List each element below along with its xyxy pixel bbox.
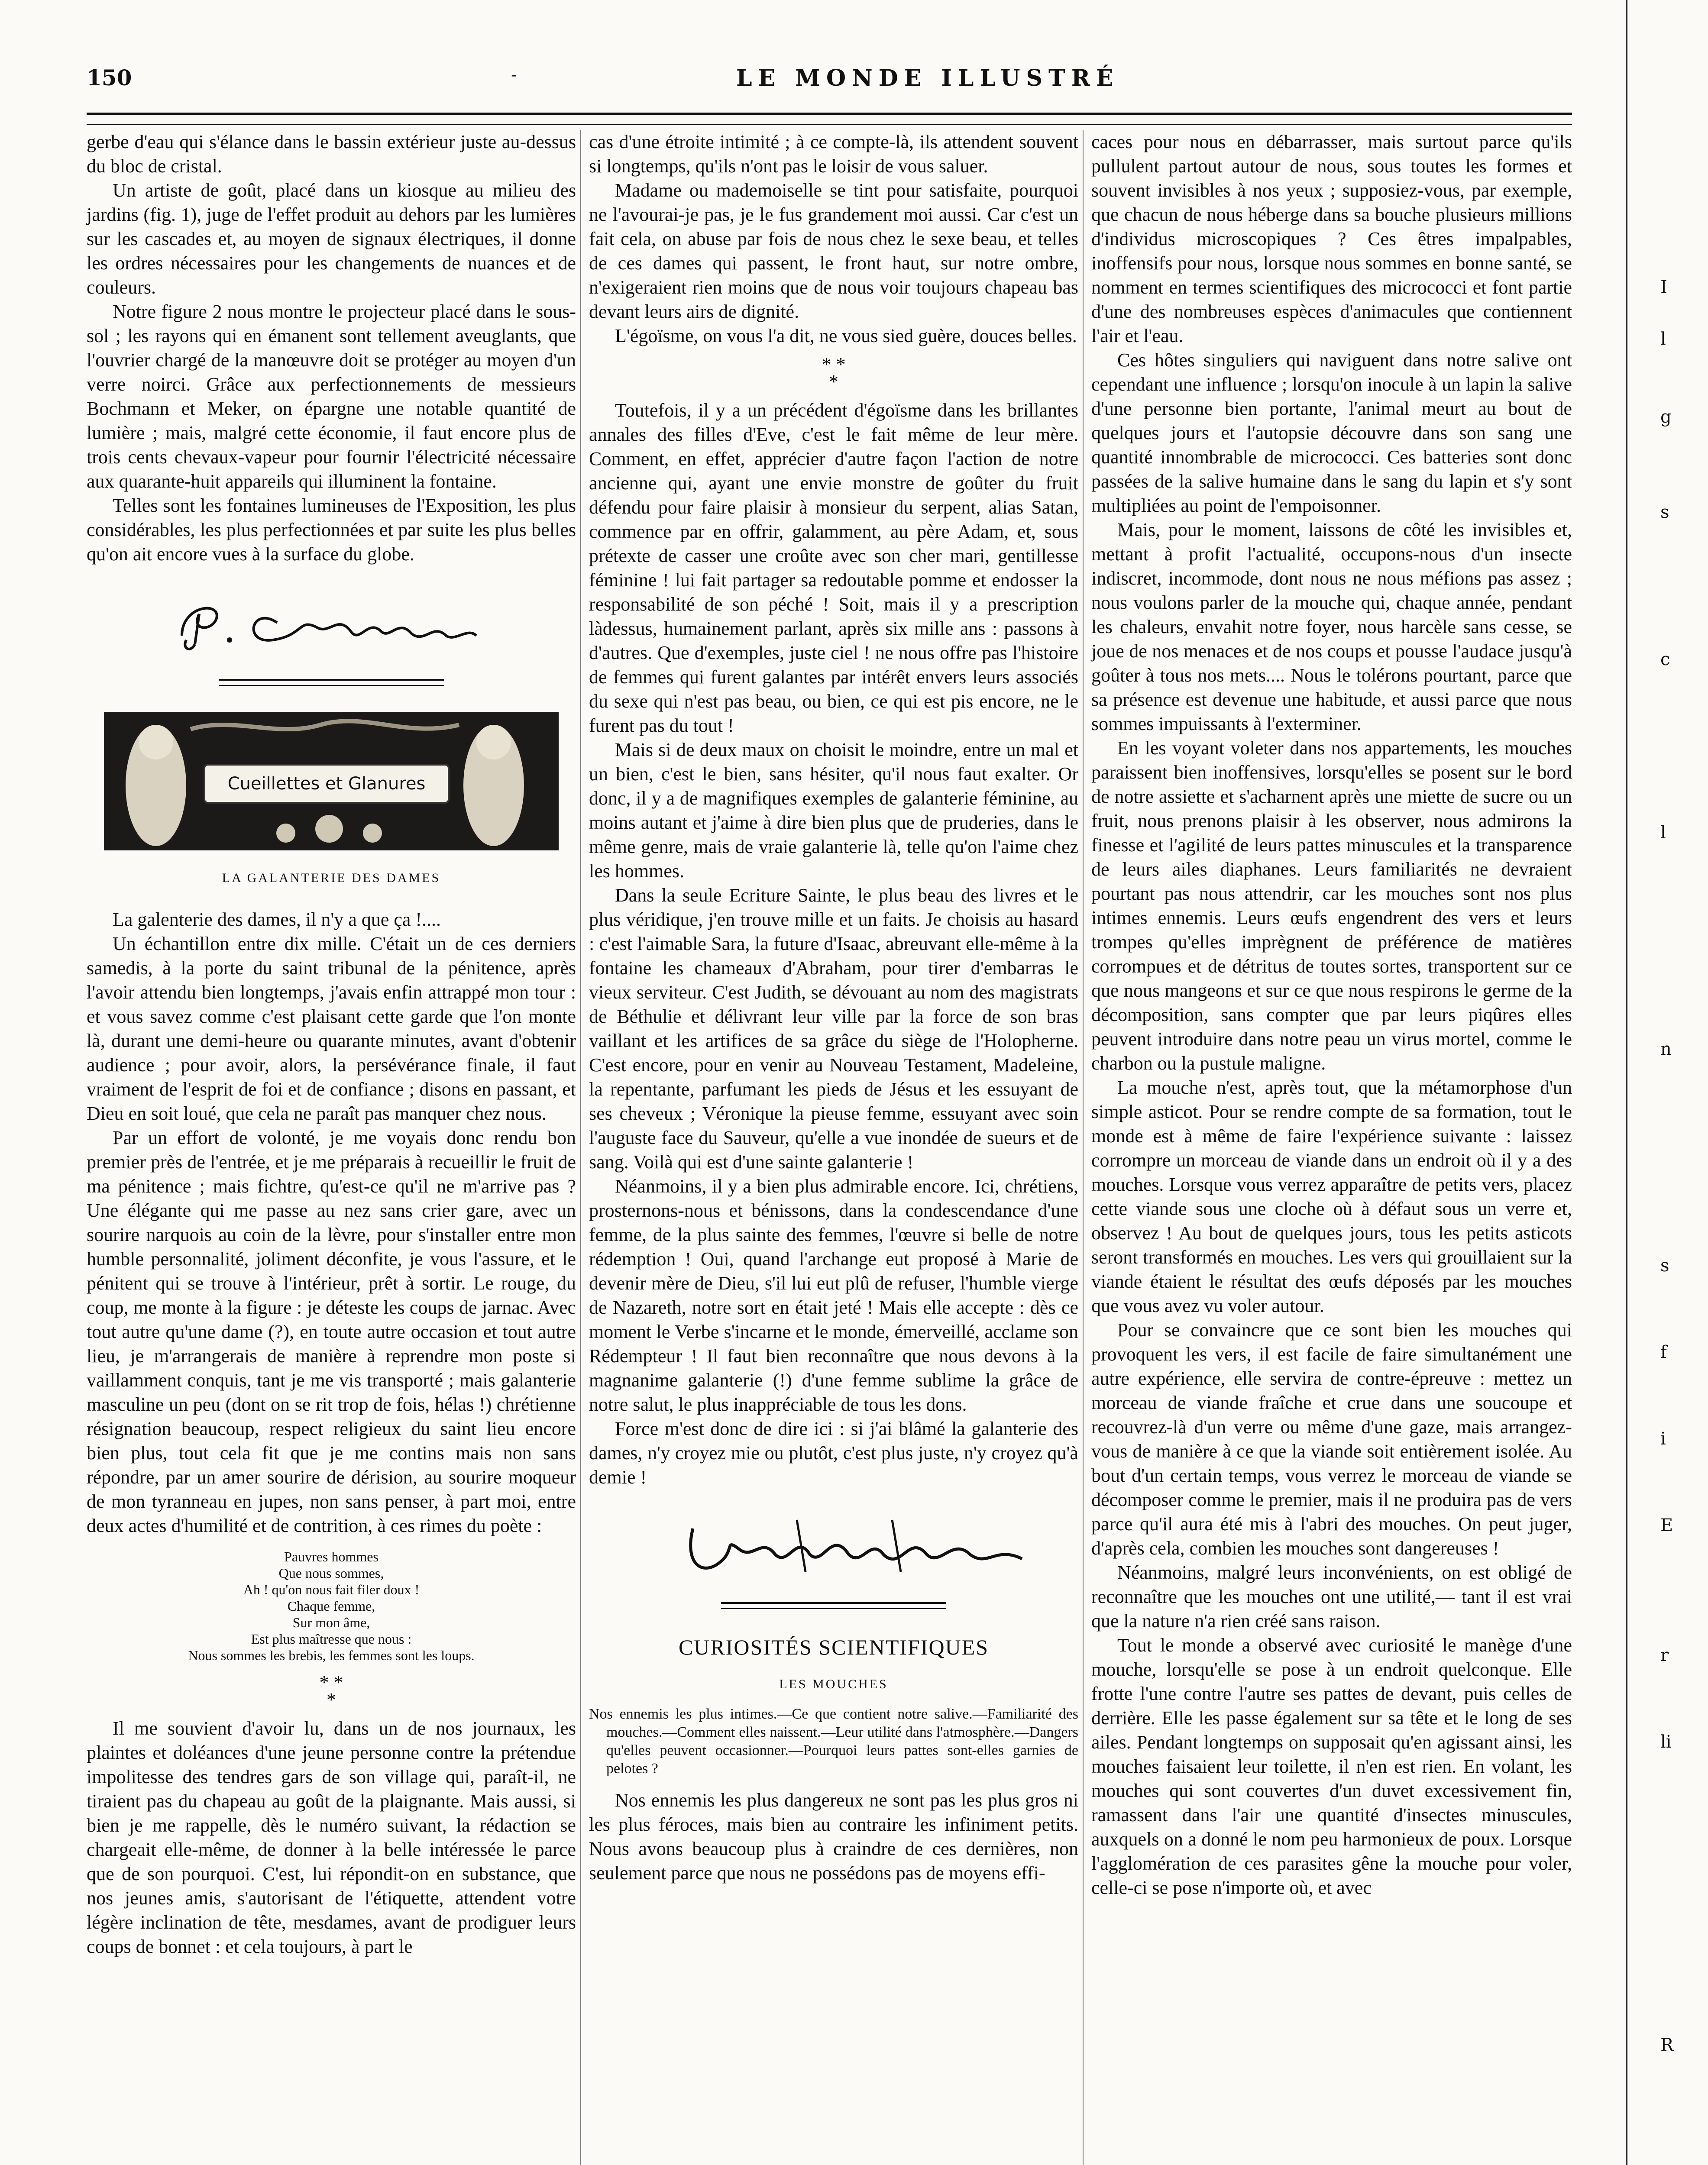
margin-mark: E — [1660, 1516, 1673, 1535]
paragraph: Un échantillon entre dix mille. C'était un de ces derniers samedis, à la porte du saint tribunal de la pénitence, après l'avoir attendu bien longtemps, j'avais enfin attrappé mon tour : et vous savez comme c'est plaisant cette garde que l'on monte là, durant une demi-heure ou quarante minutes, avant d'obtenir audience ; pour avoir, alors, la persévérance finale, il faut vraiment de l'esprit de foi et de confiance ; disons en passant, et Dieu en soit loué, que cela ne paraît pas manquer chez nous. — [87, 933, 576, 1124]
newspaper-title: LE MONDE ILLUSTRÉ — [736, 65, 1119, 91]
banner-label: Cueillettes et Glanures — [204, 764, 450, 804]
margin-mark: i — [1660, 1429, 1666, 1449]
author-signature — [589, 1507, 1078, 1585]
margin-mark: c — [1660, 650, 1670, 669]
margin-mark: g — [1660, 407, 1672, 427]
paragraph: gerbe d'eau qui s'élance dans le bassin extérieur juste au-dessus du bloc de cristal. — [87, 131, 576, 177]
paragraph: Dans la seule Ecriture Sainte, le plus beau des livres et le plus véridique, j'en trouve mille et un faits. Je choisis au hasard : c'est l'aimable Sara, la future d'Isaac, abreuvant elle-même à la fontaine les chameaux d'Abraham, pour tirer d'embarras le vieux serviteur. C'est Judith, se dévouant au nom des magistrats de Béthulie et délivrant leur ville par la force de son bras vaillant et les artifices de sa grâce du siège de l'Holopherne. C'est encore, pour en venir au Nouveau Testament, Madeleine, la repentante, parfumant les pieds de Jésus et les essuyant de ses cheveux ; Véronique la pieuse femme, essuyant avec soin l'auguste face du Sauveur, qu'elle a vue inondée de sueurs et de sang. Voilà qui est d'une sainte galanterie ! — [589, 885, 1078, 1173]
paragraph: Madame ou mademoiselle se tint pour satisfaite, pourquoi ne l'avourai-je pas, je le fus grandement moi aussi. Car c'est un fait cela, on abuse par fois de nous chez le sexe beau, et telles de ces dames qui passent, le front haut, sur notre ombre, n'exigeraient rien moins que de nous voir toujours chapeau bas devant leurs airs de dignité. — [589, 180, 1078, 322]
paragraph: Toutefois, il y a un précédent d'égoïsme dans les brillantes annales des filles d'Eve, c'est le fait même de leur mère. Comment, en effet, apprécier d'autre façon l'action de notre ancienne qui, ayant une envie monstre de goûter du fruit défendu pour faire plaisir à monsieur du serpent, alias Satan, commence par en offrir, galamment, au père Adam, et, sous prétexte de casser une croûte avec son cher mari, gentillesse féminine ! lui fait partager sa redoutable pomme et endosser la responsabilité de son péché ! Soit, mais il y a prescription làdessus, humainement parlant, après six mille ans : passons à d'autres. Que d'exemples, juste ciel ! ne nous offre pas l'histoire de femmes qui furent galantes par intérêt envers leurs associés du sexe qui n'est pas beau, ou bien, ce qui est pis encore, ne le furent pas du tout ! — [589, 400, 1078, 736]
poem — [87, 1548, 576, 1664]
author-signature — [87, 584, 576, 662]
paragraph: Un artiste de goût, placé dans un kiosque au milieu des jardins (fig. 1), juge de l'effet produit au dehors par les lumières sur les cascades et, au moyen de signaux électriques, il donne les ordres nécessaires pour les changements de nuances et de couleurs. — [87, 180, 576, 298]
separator-rule — [721, 1602, 946, 1609]
margin-mark: s — [1660, 1256, 1669, 1276]
paragraph: Mais si de deux maux on choisit le moindre, entre un mal et un bien, c'est le bien, sans hésiter, qu'il nous faut exalter. Or donc, il y a de magnifiques exemples de galanterie féminine, au moins autant et j'aime à dire bien plus que de pruderies, dans le même genre, mais de vraie galanterie là, telle qu'on l'aime chez les hommes. — [589, 739, 1078, 882]
section-stars: * * * — [822, 354, 846, 392]
header-dash: - — [511, 65, 517, 85]
poem-line: Ah ! qu'on nous fait filer doux ! — [243, 1582, 420, 1597]
poem-line: Nous sommes les brebis, les femmes sont les loups. — [188, 1648, 475, 1663]
paragraph: Force m'est donc de dire ici : si j'ai blâmé la galanterie des dames, n'y croyez mie ou plutôt, c'est plus juste, n'y croyez qu'à demie ! — [589, 1418, 1078, 1488]
article-title: LA GALANTERIE DES DAMES — [222, 871, 441, 885]
paragraph: L'égoïsme, on vous l'a dit, ne vous sied guère, douces belles. — [615, 325, 1077, 346]
margin-mark: f — [1660, 1342, 1667, 1362]
section-title: CURIOSITÉS SCIENTIFIQUES — [678, 1635, 989, 1659]
margin-mark: li — [1660, 1732, 1672, 1752]
margin-mark: l — [1660, 823, 1666, 843]
column-3 — [1091, 130, 1572, 1900]
paragraph: Par un effort de volonté, je me voyais donc rendu bon premier près de l'entrée, et je me préparais à recueillir le fruit de ma pénitence ; mais fichtre, qu'est-ce qu'il ne m'arrive pas ? Une élégante qui me passe au nez sans crier gare, avec un sourire narquois au coin de la lèvre, pour s'installer entre mon humble personnalité, joliment déconfite, je vous l'assure, et le pénitent qui se trouve à l'intérieur, prêt à sortir. Le rouge, du coup, me monte à la figure : je déteste les coups de jarnac. Avec tout autre qu'une dame (?), en toute autre occasion et tout autre lieu, je m'arrangerais de manière à reprendre mon poste si vaillamment conquis, tant je me vis transporté ; mais galanterie masculine un peu (dont on se rit trop de fois, hélas !) chrétienne résignation beaucoup, respect religieux du saint lieu encore bien plus, tout cela fit que je me contins mais non sans répondre, par un amer sourire de dérision, au sourire moqueur de mon tyranneau en jupes, non sans penser, à part moi, entre deux actes d'humilité et de contrition, à ces rimes du poète : — [87, 1127, 576, 1536]
margin-mark: s — [1660, 502, 1669, 522]
poem-line: Que nous sommes, — [278, 1565, 384, 1581]
paragraph: Ces hôtes singuliers qui naviguent dans notre salive ont cependant une influence ; lorsqu'on inocule à un lapin la salive d'une personne bien portante, l'animal meurt au bout de quelques jours et l'autopsie découvre dans son sang une quantité innombrable de micrococci. Ces batteries sont donc passées de la salive humaine dans le sang du lapin et s'y sont multipliées au point de l'empoisonner. — [1091, 349, 1572, 516]
cueillettes-banner-illustration — [104, 712, 559, 850]
paragraph: Tout le monde a observé avec curiosité le manège d'une mouche, lorsqu'elle se pose à un endroit quelconque. Elle frotte l'une contre l'autre ses pattes de devant, puis celles de derrière. Elle les passe également sur sa tête et le long de ses ailes. Pendant longtemps on supposait qu'en agissant ainsi, les mouches faisaient leur toilette, il n'en est rien. En volant, les mouches qui sont couvertes d'un duvet excessivement fin, ramassent dans l'air une quantité d'insectes minuscules, auxquels on a donné le nom peu harmonieux de poux. Lorsque l'agglomération de ces parasites gêne la mouche pour voler, celle-ci se pose n'importe où, et avec — [1091, 1635, 1572, 1898]
paragraph: Pour se convaincre que ce sont bien les mouches qui provoquent les vers, il est facile de faire simultanément une autre expérience, elle servira de contre-épreuve : mettez un morceau de viande fraîche et crue dans une soucoupe et recouvrez-là d'un verre ou même d'une gaze, mais arrangez-vous de manière à ce que la viande soit entièrement isolée. Au bout d'un certain temps, vous verrez le morceau de viande se décomposer comme le premier, mais il ne produira pas de vers parce qu'il aura été mis à l'abri des mouches. On peut juger, d'après cela, combien les mouches sont dangereuses ! — [1091, 1319, 1572, 1559]
adjacent-page-margin — [1595, 0, 1708, 2165]
paragraph: En les voyant voleter dans nos appartements, les mouches paraissent bien inoffensives, lorsqu'elles se posent sur le bord de notre assiette et s'acharnent après une miette de sucre ou un fruit, nous prenons plaisir à les observer, nous admirons la finesse et l'agilité de leurs pattes minuscules et la transparence de leurs ailes diaphanes. Leurs familiarités ne devraient pourtant pas nous attendrir, car les mouches sont nos plus intimes ennemis. Leurs œufs engendrent des vers et leurs trompes qu'elles imprègnent de préférence de matières corrompues et de détritus de toutes sortes, transportent sur ce que nous mangeons et sur ce que nous respirons le germe de la décomposition, sans compter que par leurs piqûres elles peuvent introduire dans notre peau un virus mortel, comme le charbon ou la pustule maligne. — [1091, 737, 1572, 1074]
column-divider — [580, 130, 581, 2165]
poem-line: Est plus maîtresse que nous : — [251, 1631, 412, 1647]
section-stars: * * * — [319, 1672, 343, 1710]
paragraph: Il me souvient d'avoir lu, dans un de nos journaux, les plaintes et doléances d'une jeune personne contre la prétendue impolitesse des tendres gars de son village qui, paraît-il, ne tiraient pas du chapeau au goût de la plaignante. Mais aussi, si bien je me rappelle, dès le numéro suivant, la rédaction se chargeait elle-même, de donner à la belle intéressée le parce que de son pourquoi. C'est, lui répondit-on en substance, que nos jeunes amis, s'autorisant de l'étiquette, attendent votre légère inclination de tête, mesdames, avant de prodiguer leurs coups de bonnet : et cela toujours, à part le — [87, 1718, 576, 1957]
margin-mark: l — [1660, 329, 1666, 349]
column-2 — [589, 130, 1078, 1885]
paragraph: Nos ennemis les plus dangereux ne sont pas les plus gros ni les plus féroces, mais bien au contraire les infiniment petits. Nous avons beaucoup plus à craindre de ces dernières, non seulement parce que nous ne possédons pas de moyens effi- — [589, 1790, 1078, 1884]
article-summary: Nos ennemis les plus intimes.—Ce que contient notre salive.—Familiarité des mouches.—Comment elles naissent.—Leur utilité dans l'atmosphère.—Dangers qu'elles peuvent occasionner.—Pourquoi leurs pattes sont-elles garnies de pelotes ? — [589, 1706, 1078, 1777]
paragraph: Telles sont les fontaines lumineuses de l'Exposition, les plus considérables, les plus perfectionnées et par suite les plus belles qu'on ait encore vues à la surface du globe. — [87, 495, 576, 565]
margin-mark: r — [1660, 1645, 1669, 1665]
paragraph: Notre figure 2 nous montre le projecteur placé dans le sous-sol ; les rayons qui en émanent sont tellement aveuglants, que l'ouvrier chargé de la manœuvre doit se protéger au moyen d'un verre noirci. Grâce aux perfectionnements de messieurs Bochmann et Meker, on épargne une notable quantité de lumière ; mais, malgré cette économie, il faut encore plus de trois cents chevaux-vapeur pour fournir l'électricité nécessaire aux quarante-huit appareils qui illuminent la fontaine. — [87, 301, 576, 492]
paragraph: cas d'une étroite intimité ; à ce compte-là, ils attendent souvent si longtemps, qu'ils n'ont pas le loisir de vous saluer. — [589, 131, 1078, 177]
margin-mark: I — [1660, 277, 1667, 297]
poem-line: Sur mon âme, — [292, 1615, 370, 1630]
paragraph: La galenterie des dames, il n'y a que ça !.... — [113, 909, 441, 930]
column-1 — [87, 130, 576, 1959]
separator-rule — [219, 679, 444, 686]
article-subtitle: LES MOUCHES — [779, 1677, 888, 1691]
paragraph: caces pour nous en débarrasser, mais surtout parce qu'ils pullulent partout autour de nous, sous toutes les formes et souvent invisibles à nos yeux ; supposiez-vous, par exemple, que chacun de nous héberge dans sa bouche plusieurs millions d'individus microscopiques ? Ces êtres impalpables, inoffensifs pour nous, lorsque nous sommes en bonne santé, se nomment en termes scientifiques des micrococci et font partie d'une des nombreuses espèces d'animacules que contiennent l'air et l'eau. — [1091, 131, 1572, 346]
column-divider — [1083, 130, 1084, 2165]
margin-mark: n — [1660, 1039, 1672, 1059]
paragraph: Mais, pour le moment, laissons de côté les invisibles et, mettant à profit l'actualité, occupons-nous d'un insecte indiscret, incommode, dont nous ne nous méfions pas assez ; nous voulons parler de la mouche qui, chaque année, pendant les chaleurs, envahit notre foyer, nous harcèle sans cesse, se joue de nos menaces et de nos coups et pousse l'audace jusqu'à goûter à tous nos mets.... Nous le tolérons pourtant, parce que sa présence est devenue une habitude, et aussi parce que nous sommes impuissants à l'exterminer. — [1091, 519, 1572, 734]
paragraph: La mouche n'est, après tout, que la métamorphose d'un simple asticot. Pour se rendre compte de sa formation, tout le monde est à même de faire l'expérience suivante : laissez corrompre un morceau de viande dans un endroit où il y a des mouches. Lorsque vous verrez apparaître de petits vers, placez cette viande sous une cloche où à défaut sous un verre et, observez ! Au bout de quelques jours, tous les petits asticots seront transformés en mouches. Les vers qui grouillaient sur la viande étaient le résultat des œufs déposés par les mouches que vous avez vu voler autour. — [1091, 1077, 1572, 1316]
header-rule — [87, 113, 1572, 125]
page-header — [87, 65, 1568, 95]
paragraph: Néanmoins, malgré leurs inconvénients, on est obligé de reconnaître que les mouches ont une utilité,— tant il est vrai que la nature n'a rien créé sans raison. — [1091, 1562, 1572, 1632]
poem-line: Pauvres hommes — [284, 1549, 378, 1564]
poem-line: Chaque femme, — [287, 1598, 375, 1614]
page-fold-line — [1626, 0, 1627, 2165]
margin-mark: R — [1660, 2035, 1674, 2055]
paragraph: Néanmoins, il y a bien plus admirable encore. Ici, chrétiens, prosternons-nous et bénissons, dans la condescendance d'une femme, de la plus sainte des femmes, l'œuvre si belle de notre rédemption ! Oui, quand l'archange eut proposé à Marie de devenir mère de Dieu, s'il lui eut plû de refuser, l'humble vierge de Nazareth, notre sort en était jeté ! Mais elle accepte : dès ce moment le Verbe s'incarne et le monde, émerveillé, acclame son Rédempteur ! Il faut bien reconnaître que nous devons à la magnanime galanterie (!) d'une femme sublime la grâce de notre salut, le plus inappréciable de tous les dons. — [589, 1176, 1078, 1415]
page-number: 150 — [87, 65, 132, 90]
